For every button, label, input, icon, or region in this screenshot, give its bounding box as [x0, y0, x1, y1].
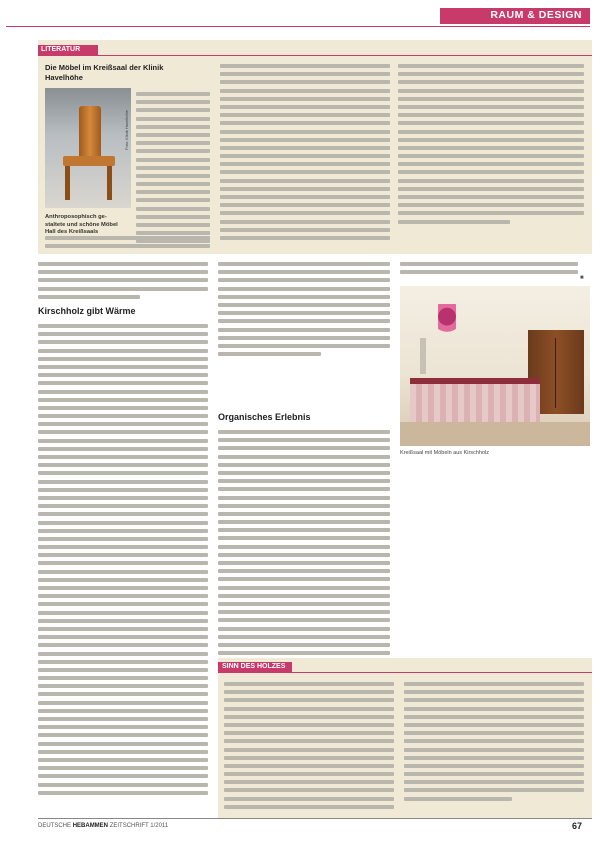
chair-caption: [45, 214, 135, 237]
article-column-3-top: [400, 262, 578, 278]
wood-sidebar-rule: [218, 672, 592, 673]
photo-credit: Foto: Klinik Havelhöhe: [124, 109, 129, 150]
article-column-2: [218, 430, 390, 659]
literature-column-1-bottom: [45, 236, 210, 252]
heading-organic: Organisches Erlebnis: [218, 412, 311, 422]
top-divider: [6, 26, 590, 27]
footer-suffix: ZEITSCHRIFT 1/2011: [109, 823, 169, 829]
literature-column-2: [220, 64, 390, 244]
article-column-1-top: [38, 262, 208, 303]
literature-title-line-2: Havelhöhe: [45, 72, 83, 82]
article-column-2-top: [218, 262, 390, 360]
literature-title: [45, 63, 195, 82]
chair-caption-line: staltete und schöne Möbel: [45, 221, 118, 228]
chair-caption-line: Hall des Kreißsaals: [45, 229, 99, 235]
wood-sidebar-column-1: [224, 682, 394, 813]
footer-brand: HEBAMMEN: [72, 823, 109, 829]
heading-warm: Kirschholz gibt Wärme: [38, 306, 136, 316]
literature-title-line-1: Die Möbel im Kreißsaal der Klinik: [45, 63, 164, 72]
wood-sidebar-column-2: [404, 682, 584, 805]
flowers-shape: [438, 304, 456, 340]
literature-rule: [38, 55, 592, 56]
bed-shape: [410, 378, 540, 428]
chair-leg-shape: [107, 166, 112, 200]
wood-sidebar-tag: SINN DES HOLZES: [218, 662, 292, 672]
literature-tag: LITERATUR: [38, 45, 98, 55]
end-marker: ■: [580, 275, 584, 281]
literature-column-3: [398, 64, 584, 228]
footer-rule: [38, 818, 592, 819]
delivery-room-photo: [400, 286, 590, 446]
chair-back-shape: [79, 106, 101, 158]
chair-leg-shape: [65, 166, 70, 200]
section-header-title: RAUM & DESIGN: [490, 9, 582, 21]
footer-publication: [38, 823, 168, 829]
section-header-band: [440, 8, 590, 24]
chair-seat-shape: [63, 156, 115, 166]
article-column-1: [38, 324, 208, 799]
page-number: 67: [572, 821, 583, 831]
literature-column-1: [136, 92, 210, 248]
floor-shape: [400, 422, 590, 446]
footer-prefix: DEUTSCHE: [38, 823, 72, 829]
chair-caption-line: Anthroposophisch ge-: [45, 214, 107, 220]
delivery-room-caption: Kreißsaal mit Möbeln aus Kirschholz: [400, 450, 489, 456]
lamp-shape: [420, 338, 426, 374]
chair-photo: [45, 88, 131, 208]
